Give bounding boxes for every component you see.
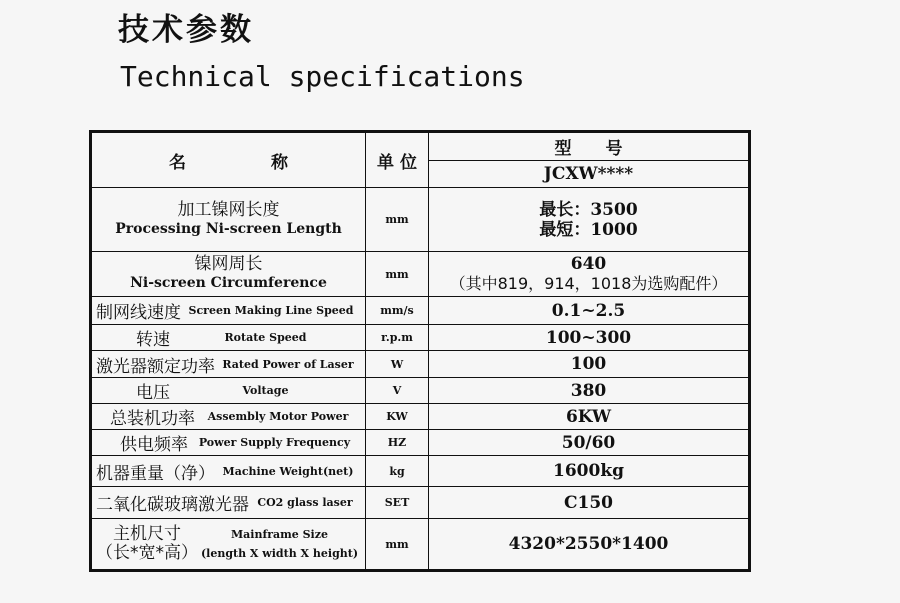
- spec-name-en: Mainframe Size: [231, 528, 328, 541]
- table-row: [91, 404, 750, 430]
- spec-name-cell: [91, 188, 366, 252]
- spec-value-cell: [429, 188, 750, 252]
- spec-value: 1600kg: [429, 456, 750, 487]
- table-row: [91, 188, 750, 252]
- table-row: [91, 519, 750, 571]
- header-model-label: 型 号: [429, 132, 750, 161]
- spec-name-en: Assembly Motor Power: [207, 410, 349, 423]
- spec-value-cell: [429, 252, 750, 297]
- spec-value-line: 640: [570, 254, 607, 274]
- spec-value: 6KW: [429, 404, 750, 430]
- spec-unit: mm: [366, 519, 429, 571]
- spec-name-cn: 电压: [136, 383, 170, 403]
- header-name-cell: 名 称: [91, 132, 366, 188]
- spec-unit: mm: [366, 188, 429, 252]
- spec-name-cell: [91, 430, 366, 456]
- table-row: [91, 351, 750, 378]
- spec-value-line: 最长：3500: [539, 199, 638, 220]
- spec-name-en: Machine Weight(net): [222, 464, 354, 478]
- spec-name-en: Ni-screen Circumference: [130, 275, 327, 291]
- spec-name-cell: [91, 325, 366, 351]
- page-title-cn: 技术参数: [118, 12, 254, 48]
- spec-value: 50/60: [429, 430, 750, 456]
- spec-name-cell: [91, 378, 366, 404]
- table-row: [91, 456, 750, 487]
- spec-name-cn: 激光器额定功率: [96, 356, 215, 377]
- spec-name-cell: [91, 456, 366, 487]
- spec-name-en: (length X width X height): [200, 547, 359, 560]
- spec-name-en: Power Supply Frequency: [198, 436, 351, 449]
- spec-name-cell: [91, 487, 366, 519]
- spec-value: 100: [429, 351, 750, 378]
- spec-name-cn: 二氧化碳玻璃激光器: [96, 495, 249, 515]
- page-title-en: Technical specifications: [120, 60, 525, 93]
- table-row: [91, 252, 750, 297]
- spec-name-cell: [91, 351, 366, 378]
- spec-name-en: Screen Making Line Speed: [188, 304, 354, 317]
- table-row: [91, 378, 750, 404]
- spec-unit: V: [366, 378, 429, 404]
- spec-name-cn: 转速: [136, 330, 170, 350]
- table-row: [91, 430, 750, 456]
- spec-name-cn: 主机尺寸: [113, 524, 181, 544]
- spec-name-cn: 总装机功率: [110, 409, 195, 429]
- spec-name-cn: 镍网周长: [194, 254, 263, 274]
- spec-unit: mm: [366, 252, 429, 297]
- spec-name-cn: 加工镍网长度: [177, 199, 280, 220]
- spec-name-cell: [91, 297, 366, 325]
- spec-unit: SET: [366, 487, 429, 519]
- spec-name-cn: 供电频率: [120, 435, 188, 455]
- spec-name-en: Rated Power of Laser: [222, 357, 354, 371]
- header-unit-cell: 单 位: [366, 132, 429, 188]
- spec-name-en: Voltage: [242, 384, 289, 397]
- spec-name-en: CO2 glass laser: [257, 496, 353, 509]
- spec-name-cn: （长*宽*高）: [96, 543, 198, 563]
- spec-name-cell: [91, 404, 366, 430]
- spec-name-en: Rotate Speed: [224, 331, 307, 344]
- spec-value-line: 最短：1000: [539, 219, 638, 240]
- spec-value: C150: [429, 487, 750, 519]
- spec-value-line: （其中819，914，1018为选购配件）: [449, 274, 728, 293]
- table-row: [91, 297, 750, 325]
- spec-value: 0.1~2.5: [429, 297, 750, 325]
- spec-value: 4320*2550*1400: [429, 519, 750, 571]
- spec-value: 100~300: [429, 325, 750, 351]
- spec-unit: kg: [366, 456, 429, 487]
- spec-name-cn: 制网线速度: [96, 303, 181, 323]
- spec-name-cell: [91, 252, 366, 297]
- spec-unit: KW: [366, 404, 429, 430]
- spec-unit: W: [366, 351, 429, 378]
- table-row: [91, 325, 750, 351]
- spec-unit: r.p.m: [366, 325, 429, 351]
- spec-unit: mm/s: [366, 297, 429, 325]
- spec-name-cn: 机器重量（净）: [96, 463, 215, 484]
- spec-table: [89, 130, 751, 572]
- table-row: [91, 487, 750, 519]
- spec-name-en: Processing Ni-screen Length: [115, 220, 342, 237]
- spec-value: 380: [429, 378, 750, 404]
- table-header-row: [91, 132, 750, 161]
- header-model-value: JCXW****: [429, 161, 750, 188]
- spec-unit: HZ: [366, 430, 429, 456]
- spec-name-cell: [91, 519, 366, 571]
